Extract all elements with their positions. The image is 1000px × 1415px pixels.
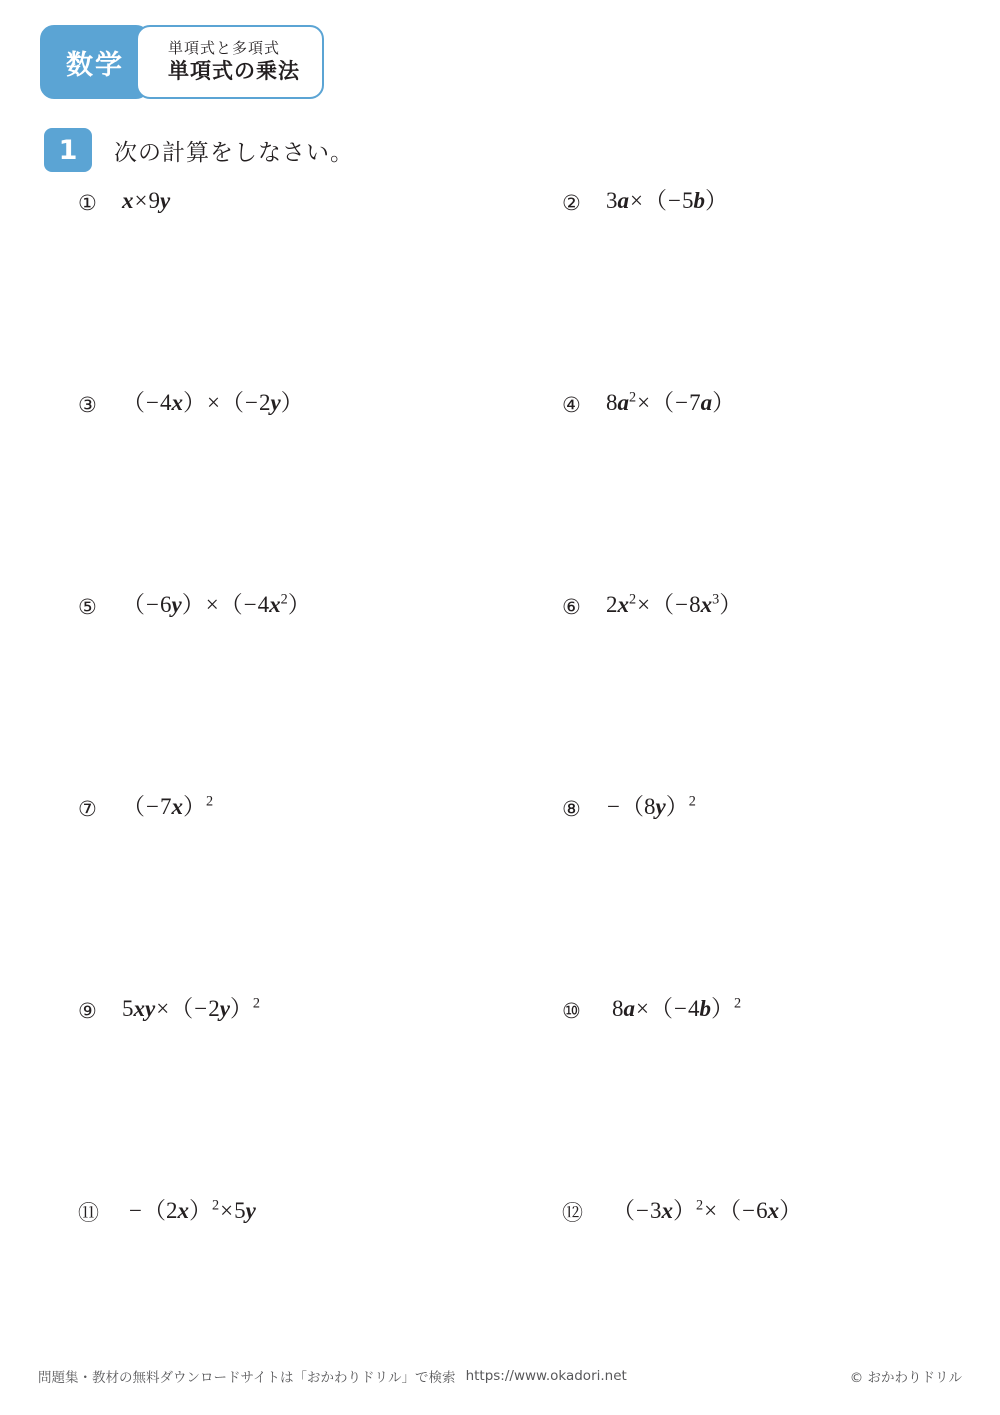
problem-item [500, 592, 1000, 794]
problem-item [500, 390, 1000, 592]
problem-item [0, 794, 500, 996]
worksheet-header [40, 25, 324, 99]
section-number: 1 [44, 128, 92, 172]
title-box [136, 25, 324, 99]
problem-number: ⑨ [78, 999, 97, 1023]
footer-copyright: © おかわりドリル [849, 1370, 962, 1386]
problem-row [0, 390, 1000, 592]
problem-expression: $(-7x)^2$ [122, 793, 214, 819]
problem-item [0, 996, 500, 1198]
problem-expression: $5xy\times(-2y)^2$ [122, 995, 261, 1021]
problem-grid [0, 188, 1000, 1400]
problem-item [0, 390, 500, 592]
problem-number: ⑦ [78, 797, 97, 821]
section-instruction: 次の計算をしなさい。 [114, 139, 354, 166]
problem-expression: $(-3x)^2\times(-6x)$ [612, 1197, 803, 1223]
problem-number: ⑫ [562, 1201, 583, 1225]
footer-left [38, 1366, 627, 1386]
problem-number: ⑤ [78, 595, 97, 619]
problem-expression: $8a^2\times(-7a)$ [606, 389, 736, 415]
problem-item [0, 592, 500, 794]
problem-expression: $-(2x)^2\times 5y$ [129, 1197, 256, 1223]
problem-item [500, 794, 1000, 996]
problem-row [0, 996, 1000, 1198]
problem-number: ⑥ [562, 595, 581, 619]
problem-expression: $-(8y)^2$ [607, 793, 696, 819]
page-footer [0, 1363, 1000, 1389]
problem-expression: $(-6y)\times(-4x^2)$ [122, 591, 311, 617]
topic-title: 単項式の乗法 [168, 59, 300, 84]
subject-badge: 数学 [40, 25, 150, 99]
problem-number: ⑪ [78, 1201, 99, 1225]
problem-number: ④ [562, 393, 581, 417]
section-heading [44, 128, 354, 172]
problem-row [0, 592, 1000, 794]
problem-number: ⑩ [562, 999, 581, 1023]
problem-expression: 3a×（−5b） [606, 188, 728, 213]
problem-expression: $8a\times(-4b)^2$ [612, 995, 742, 1021]
problem-expression: x×9y [122, 188, 171, 213]
problem-item [0, 188, 500, 390]
problem-row [0, 794, 1000, 996]
problem-expression: （−4x）×（−2y） [122, 390, 304, 415]
problem-number: ② [562, 191, 581, 215]
problem-item [500, 996, 1000, 1198]
problem-number: ① [78, 191, 97, 215]
problem-row [0, 188, 1000, 390]
problem-number: ③ [78, 393, 97, 417]
unit-label: 単項式と多項式 [168, 39, 281, 58]
footer-note: 問題集・教材の無料ダウンロードサイトは「おかわりドリル」で検索 [38, 1370, 456, 1386]
problem-item [500, 188, 1000, 390]
footer-url[interactable]: https://www.okadori.net [465, 1368, 627, 1384]
problem-number: ⑧ [562, 797, 581, 821]
problem-expression: $2x^2\times(-8x^3)$ [606, 591, 743, 617]
